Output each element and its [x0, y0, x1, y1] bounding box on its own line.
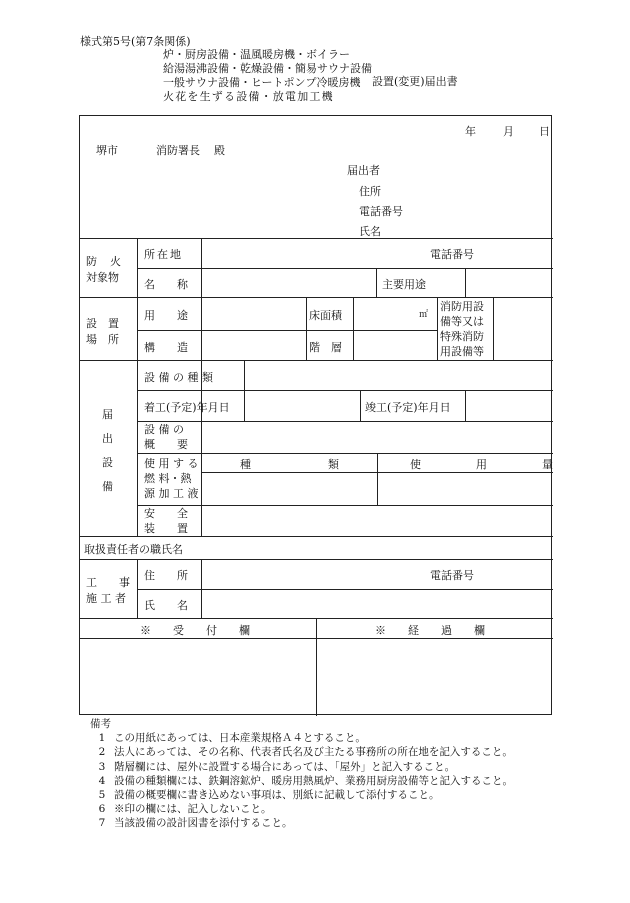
form-title-suffix: 設置(変更)届出書 [372, 75, 458, 88]
notes [90, 717, 513, 831]
contractor-section-label-1: 工 事 [86, 576, 130, 589]
contractor-phone-label: 電話番号 [430, 569, 474, 582]
equipment-amount-header: 使 用 量 [410, 458, 553, 471]
place-floor-label: 階 層 [309, 341, 342, 354]
target-location-label: 所在地 [144, 248, 183, 261]
note-item: 6 ※印の欄には、記入しないこと。 [98, 803, 272, 816]
target-phone-label: 電話番号 [430, 248, 474, 261]
progress-header: ※ 経 過 欄 [375, 624, 485, 637]
title-line: 炉・厨房設備・温風暖房機・ボイラー [163, 48, 350, 61]
date-year-label: 年 [465, 125, 476, 138]
contractor-name-label: 氏 名 [144, 599, 188, 612]
place-use-label: 用 途 [144, 309, 188, 322]
equipment-section-char: 届 [102, 408, 113, 421]
submitter-label: 届出者 [347, 164, 380, 177]
contractor-section-label-2: 施 工 者 [86, 592, 126, 605]
form-table [79, 115, 552, 715]
note-item: 4 設備の種類欄には、鉄鋼溶鉱炉、暖房用熱風炉、業務用厨房設備等と記入すること。 [98, 774, 513, 787]
place-section-label-2: 場 所 [86, 333, 119, 346]
equipment-kind-label: 設 備 の 種 類 [144, 371, 213, 384]
submitter-phone-label: 電話番号 [359, 205, 403, 218]
equipment-section-char: 備 [102, 480, 113, 493]
form-title [163, 48, 372, 104]
fire-equipment-line: 備等又は [440, 315, 484, 328]
reception-header: ※ 受 付 欄 [140, 624, 250, 637]
equipment-start-label: 着工(予定)年月日 [144, 401, 230, 414]
safety-line: 装 置 [144, 522, 188, 535]
contractor-address-label: 住 所 [144, 569, 188, 582]
target-name-label: 名 称 [144, 278, 188, 291]
overview-line: 概 要 [144, 438, 188, 451]
overview-line: 設 備 の [144, 423, 184, 436]
addressee-honorific: 殿 [214, 144, 225, 157]
fuel-line: 燃 料・熱 [144, 472, 192, 485]
place-area-unit: ㎡ [419, 310, 429, 320]
place-floor-area-label: 床面積 [309, 309, 342, 322]
equipment-complete-label: 竣工(予定)年月日 [365, 401, 451, 414]
date-day-label: 日 [539, 125, 550, 138]
equipment-section-char: 設 [102, 456, 113, 469]
title-line: 火花を生ずる設備・放電加工機 [163, 90, 334, 103]
date-month-label: 月 [503, 125, 514, 138]
place-structure-label: 構 造 [144, 341, 188, 354]
note-item: 5 設備の概要欄に書き込めない事項は、別紙に記載して添付すること。 [98, 789, 440, 802]
equipment-safety-label [144, 506, 188, 536]
target-section-label-2: 対象物 [86, 271, 119, 284]
place-section-label-1: 設 置 [86, 317, 119, 330]
fire-equipment-line: 用設備等 [440, 345, 484, 358]
fire-equipment-line: 消防用設 [440, 300, 484, 313]
notes-title: 備考 [90, 718, 111, 730]
addressee-chief: 消防署長 [156, 144, 200, 157]
form-number: 様式第5号(第7条関係) [80, 35, 191, 48]
equipment-kind-header: 種 類 [240, 458, 339, 471]
note-item: 2 法人にあっては、その名称、代表者氏名及び主たる事務所の所在地を記入すること。 [98, 746, 513, 759]
target-section-label-1: 防 火 [86, 255, 122, 268]
fuel-line: 使 用 す る [144, 457, 199, 470]
title-line: 一般サウナ設備・ヒートポンプ冷暖房機 [163, 76, 361, 89]
target-main-use-label: 主要用途 [382, 278, 426, 291]
equipment-section-char: 出 [102, 432, 113, 445]
fuel-line: 源 加 工 液 [144, 487, 199, 500]
safety-line: 安 全 [144, 507, 188, 520]
note-item: 1 この用紙にあっては、日本産業規格Ａ４とすること。 [98, 732, 366, 745]
handler-label: 取扱責任者の職氏名 [84, 543, 183, 556]
note-item: 7 当該設備の設計図書を添付すること。 [98, 817, 293, 830]
addressee-city: 堺市 [96, 144, 118, 157]
note-item: 3 階層欄には、屋外に設置する場合にあっては、「屋外」と記入すること。 [98, 760, 456, 773]
fire-equipment-line: 特殊消防 [440, 330, 484, 343]
equipment-fuel-label [144, 456, 199, 501]
submitter-address-label: 住所 [359, 185, 381, 198]
submitter-name-label: 氏名 [359, 225, 381, 238]
title-line: 給湯湯沸設備・乾燥設備・簡易サウナ設備 [163, 62, 372, 75]
equipment-overview-label [144, 422, 188, 452]
place-fire-equipment-label [440, 299, 484, 359]
